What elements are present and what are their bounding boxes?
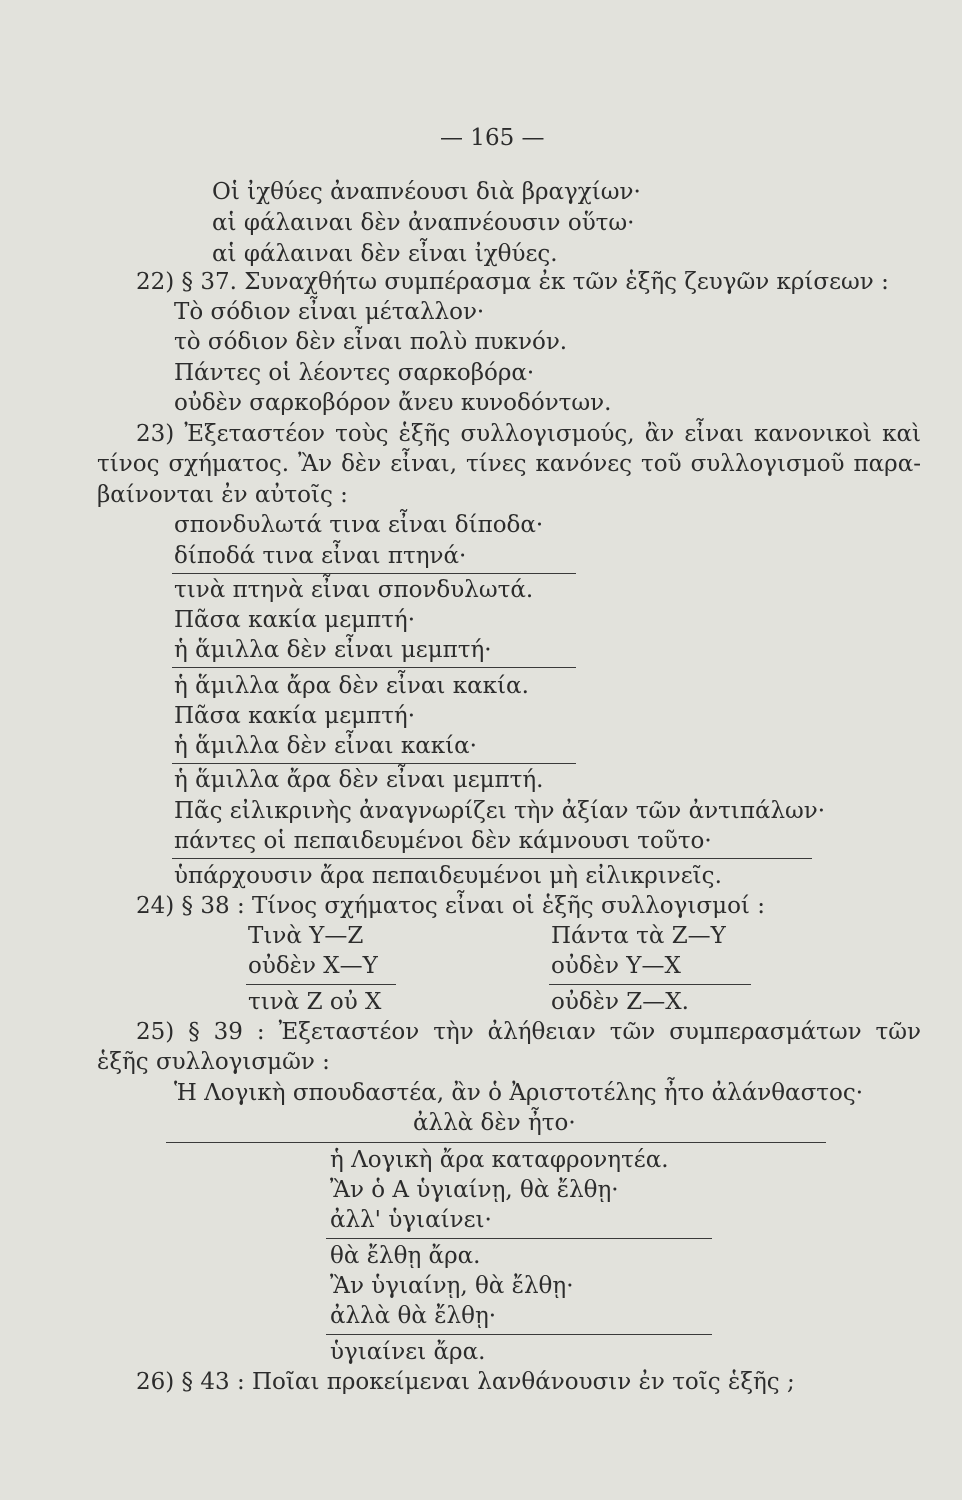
syllogism-premise: δίποδά τινα εἶναι πτηνά· [174, 543, 467, 569]
text-line: οὐδὲν σαρκοβόρον ἄνευ κυνοδόντων. [174, 390, 612, 416]
syllogism-premise: οὐδὲν Υ—Χ [551, 953, 681, 979]
syllogism-rule [549, 984, 751, 985]
syllogism-conclusion: ἡ ἅμιλλα ἄρα δὲν εἶναι μεμπτή. [174, 767, 544, 793]
text-line: Πάντες οἱ λέοντες σαρκοβόρα· [174, 360, 535, 386]
text-line: Τὸ σόδιον εἶναι μέταλλον· [174, 299, 485, 325]
syllogism-rule [172, 573, 576, 574]
syllogism-premise: Πᾶσα κακία μεμπτή· [174, 703, 416, 729]
text-line: τὸ σόδιον δὲν εἶναι πολὺ πυκνόν. [174, 329, 568, 355]
syllogism-premise: Πάντα τὰ Ζ—Υ [551, 923, 726, 949]
text-line: 23) Ἐξεταστέον τοὺς ἑξῆς συλλογισμούς, ἂν εἶναι κανονικοὶ καὶ [136, 421, 921, 447]
syllogism-premise: ἀλλὰ δὲν ἦτο· [413, 1110, 576, 1136]
syllogism-premise: ἡ ἅμιλλα δὲν εἶναι κακία· [174, 733, 477, 759]
syllogism-premise: οὐδὲν Χ—Υ [248, 953, 378, 979]
syllogism-premise: Ἂν ὁ Α ὑγιαίνῃ, θὰ ἔλθῃ· [330, 1177, 619, 1203]
syllogism-premise: ἀλλὰ θὰ ἔλθῃ· [330, 1303, 497, 1329]
syllogism-premise: σπονδυλωτά τινα εἶναι δίποδα· [174, 512, 544, 538]
syllogism-conclusion: τινὰ πτηνὰ εἶναι σπονδυλωτά. [174, 577, 534, 603]
syllogism-premise: Ἡ Λογικὴ σπουδαστέα, ἂν ὁ Ἀριστοτέλης ἦτο ἀλάνθαστος· [174, 1080, 864, 1106]
text-line: αἱ φάλαιναι δὲν ἀναπνέουσιν οὕτω· [212, 210, 635, 236]
text-line: 26) § 43 : Ποῖαι προκείμεναι λανθάνουσιν ἐν τοῖς ἑξῆς ; [136, 1369, 795, 1395]
syllogism-conclusion: ὑγιαίνει ἄρα. [330, 1339, 486, 1365]
syllogism-rule [172, 667, 576, 668]
page-number: — 165 — [440, 125, 545, 151]
syllogism-rule [326, 1238, 712, 1239]
syllogism-premise: πάντες οἱ πεπαιδευμένοι δὲν κάμνουσι τοῦτο· [174, 828, 712, 854]
syllogism-premise: ἡ ἅμιλλα δὲν εἶναι μεμπτή· [174, 637, 492, 663]
text-line: 25) § 39 : Ἐξεταστέον τὴν ἀλήθειαν τῶν συμπερασμάτων τῶν [136, 1019, 921, 1045]
syllogism-rule [166, 1142, 826, 1143]
syllogism-premise: Πᾶσα κακία μεμπτή· [174, 607, 416, 633]
syllogism-conclusion: οὐδὲν Ζ—Χ. [551, 989, 689, 1015]
syllogism-rule [246, 984, 396, 985]
syllogism-rule [326, 1334, 712, 1335]
syllogism-conclusion: ἡ ἅμιλλα ἄρα δὲν εἶναι κακία. [174, 673, 529, 699]
syllogism-premise: ἀλλ' ὑγιαίνει· [330, 1207, 492, 1233]
syllogism-premise: Τινὰ Υ—Ζ [248, 923, 364, 949]
text-line: 22) § 37. Συναχθήτω συμπέρασμα ἐκ τῶν ἑξῆς ζευγῶν κρίσεων : [136, 269, 889, 295]
text-line: αἱ φάλαιναι δὲν εἶναι ἰχθύες. [212, 241, 558, 267]
syllogism-conclusion: ὑπάρχουσιν ἄρα πεπαιδευμένοι μὴ εἰλικρινεῖς. [174, 863, 722, 889]
syllogism-rule [172, 763, 576, 764]
syllogism-conclusion: ἡ Λογικὴ ἄρα καταφρονητέα. [330, 1147, 669, 1173]
text-line: βαίνονται ἐν αὐτοῖς : [97, 482, 348, 508]
syllogism-premise: Ἂν ὑγιαίνῃ, θὰ ἔλθῃ· [330, 1273, 574, 1299]
syllogism-rule [172, 858, 812, 859]
text-line: 24) § 38 : Τίνος σχήματος εἶναι οἱ ἑξῆς συλλογισμοί : [136, 893, 765, 919]
text-line: Οἱ ἰχθύες ἀναπνέουσι διὰ βραγχίων· [212, 179, 641, 205]
syllogism-premise: Πᾶς εἰλικρινὴς ἀναγνωρίζει τὴν ἀξίαν τῶν ἀντιπάλων· [174, 798, 826, 824]
text-line: ἑξῆς συλλογισμῶν : [97, 1049, 330, 1075]
syllogism-conclusion: τινὰ Ζ οὐ Χ [248, 989, 382, 1015]
text-line: τίνος σχήματος. Ἂν δὲν εἶναι, τίνες κανόνες τοῦ συλλογισμοῦ παρα- [97, 451, 921, 477]
syllogism-conclusion: θὰ ἔλθῃ ἄρα. [330, 1243, 481, 1269]
